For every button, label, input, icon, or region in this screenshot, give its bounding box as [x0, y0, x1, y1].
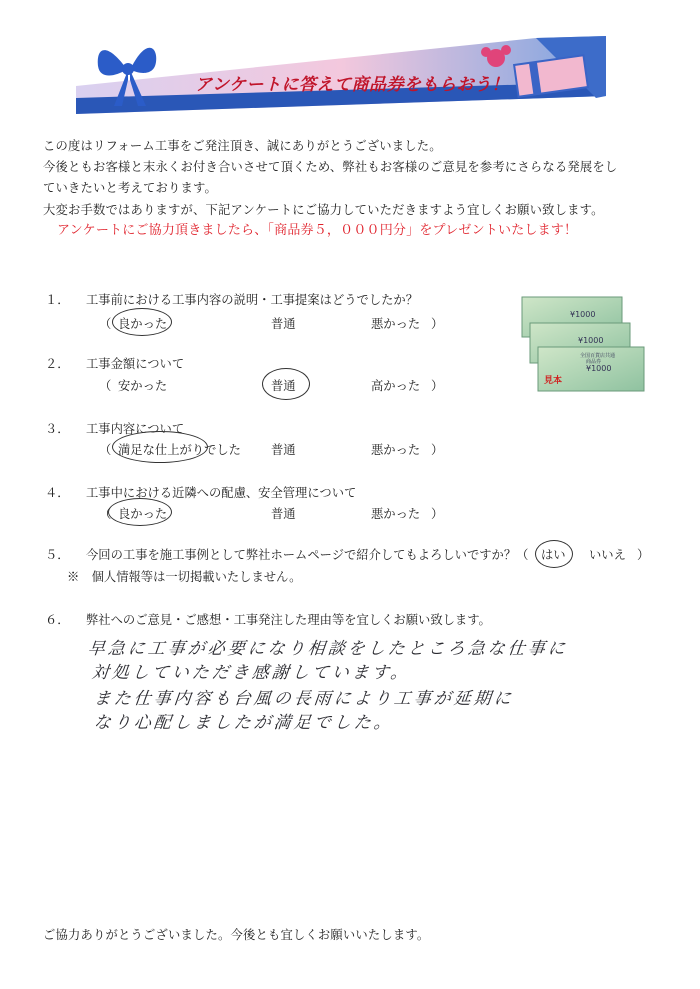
q5-text: 今回の工事を施工事例として弊社ホームページで紹介してもよろしいですか？（ [86, 548, 529, 562]
q1-option-bad[interactable]: 悪かった [371, 317, 421, 331]
q3-open-paren: （ [99, 443, 112, 457]
q3-close-paren: ） [431, 443, 444, 457]
intro-line-3: ていきたいと考えております。 [43, 181, 217, 195]
q5-option-yes[interactable]: はい [541, 548, 566, 562]
q2-close-paren: ） [431, 379, 444, 393]
q4-close-paren: ） [431, 507, 444, 521]
q4-option-good[interactable]: 良かった [118, 507, 168, 521]
q3-option-bad[interactable]: 悪かった [371, 443, 421, 457]
q2-option-expensive[interactable]: 高かった [371, 379, 421, 393]
intro-line-4: 大変お手数ではありますが、下記アンケートにご協力していただきますよう宜しくお願い致します。 [43, 203, 604, 217]
q1-close-paren: ） [431, 317, 444, 331]
q3-selection-circle [112, 431, 208, 463]
comment-line-4: なり心配しましたが満足でした。 [92, 713, 395, 733]
q2-text: 工事金額について [86, 357, 185, 371]
gift-voucher-image [520, 295, 648, 395]
intro-line-2: 今後ともお客様と末永くお付き合いさせて頂くため、弊社もお客様のご意見を参考にさらなる発展をし [43, 160, 618, 174]
q1-text: 工事前における工事内容の説明・工事提案はどうでしたか？ [86, 293, 419, 307]
q1-open-paren: （ [99, 317, 112, 331]
q5-privacy-note: ※ 個人情報等は一切掲載いたしません。 [67, 570, 302, 584]
q3-option-normal[interactable]: 普通 [271, 443, 296, 457]
q5-close-paren: ） [637, 548, 650, 562]
q1-number: １． [45, 293, 70, 307]
q2-option-normal[interactable]: 普通 [271, 379, 296, 393]
q4-option-bad[interactable]: 悪かった [371, 507, 421, 521]
footer-thanks: ご協力ありがとうございました。今後とも宜しくお願いいたします。 [43, 928, 430, 942]
q4-open-paren: （ [99, 507, 112, 521]
q3-option-satisfied[interactable]: 満足な仕上がりでした [118, 443, 241, 457]
q2-open-paren: （ [99, 379, 112, 393]
q1-option-normal[interactable]: 普通 [271, 317, 296, 331]
q3-number: ３． [45, 422, 70, 436]
q2-number: ２． [45, 357, 70, 371]
q4-option-normal[interactable]: 普通 [271, 507, 296, 521]
q4-number: ４． [45, 486, 70, 500]
voucher-denomination-2: ¥1000 [578, 336, 604, 345]
q5-number: ５． [45, 548, 70, 562]
q4-selection-circle [108, 498, 172, 526]
voucher-denomination-3: ¥1000 [586, 364, 612, 373]
q5-selection-circle [535, 540, 573, 568]
voucher-denomination-1: ¥1000 [570, 310, 596, 319]
voucher-label: 商品券 [586, 359, 602, 365]
q2-option-cheap[interactable]: 安かった [118, 379, 168, 393]
voucher-issuer: 全国百貨店共通 [580, 353, 616, 359]
q6-number: ６． [45, 613, 70, 627]
banner-title: アンケートに答えて商品券をもらおう！ [195, 75, 509, 95]
intro-line-1: この度はリフォーム工事をご発注頂き、誠にありがとうございました。 [43, 139, 442, 153]
q5-option-no[interactable]: いいえ [589, 548, 626, 562]
q3-text: 工事内容について [86, 422, 185, 436]
q2-selection-circle [262, 368, 310, 400]
q1-selection-circle [112, 308, 172, 336]
offer-text: アンケートにご協力頂きましたら、「商品券５，０００円分」をプレゼントいたします！ [57, 223, 578, 238]
q4-text: 工事中における近隣への配慮、安全管理について [86, 486, 357, 500]
comment-line-1: 早急に工事が必要になり相談をしたところ急な仕事に [86, 639, 569, 659]
voucher-sample-mark: 見本 [544, 376, 563, 386]
q6-text: 弊社へのご意見・ご感想・工事発注した理由等を宜しくお願い致します。 [86, 613, 491, 627]
comment-line-3: また仕事内容も台風の長雨により工事が延期に [92, 689, 515, 709]
comment-line-2: 対処していただき感謝しています。 [90, 663, 412, 683]
q1-option-good[interactable]: 良かった [118, 317, 168, 331]
